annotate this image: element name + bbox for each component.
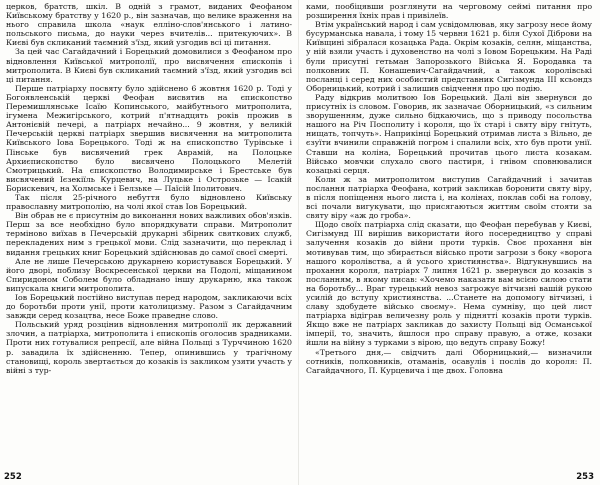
left-page: [6, 2, 292, 472]
left-paragraph-8: Польський уряд розцінив відновлення митрополії як державний злочин, а патріарха, митрополита і єпископів оголосив зрадниками. Проти них готувалися репресії, але війна Польщі з Турччиною 1620 р. завадила їх здійсненню. Тепер, опинившись у трагічному становищі, король звертається до козаків із закликом узяти участь у війні з тур-: [6, 320, 292, 375]
right-paragraph-5: Щодо своїх патріарха слід сказати, що Феофан перебував у Києві, Сигізмунд ІІІ вирішив використати його посередництво у справі залучення козаків до війни проти турків. Своє прохання він мотивував тим, що збирається військо проти загрози з боку «ворога нашого королівства, а й усього християнства». Відгукнувшись на прохання короля, патріарх 7 липня 1621 р. звернувся до козаків з посланням, в якому писав: «Хочемо наказати вам всією силою стати на боротьбу... Враг турецький невоз загрожує вітчизні вашій рукою усилій до вступу християнства. ...Станете на допомогу вітчизні, і славу здобудете військо своєму». Нема сумніву, що цей лист патріарха відіграв величезну роль у піднятті козаків проти турків. Якщо вже не патріарх закликав до захисту Польщі від Османської імперії, то, значить, йшлося про справу правую, а отже, козаки йшли на війну з турками з вірою, що ведуть справу Божу!: [306, 220, 592, 348]
right-paragraph-6: «Третього дня,— свідчить далі Оборницький,— визначили сотників, полковників, отаманів, осавулів і послів до короля: П. Сагайдачного, П. Курцевича і ще двох. Головна: [306, 347, 592, 375]
right-paragraph-4: Коли ж за митрополитом виступив Сагайдачний і зачитав послання патріарха Феофана, котрий закликав боронити святу віру, в після попіщення нього листа і, на колінах, поклав собі на голову, всі почали вигукувати, що присягаються життям своїм стояти за святу віру «аж до гроба».: [306, 174, 592, 221]
right-page-number: 253: [576, 472, 594, 482]
left-paragraph-2: За цей час Сагайдачний і Борецький домовилися з Феофаном про відновлення Київської митрополії, про висвячення єпископів і митрополита. В Києві був скликаний таємний з'їзд, який узгодив всі ці питання.: [6, 47, 292, 84]
left-paragraph-1: церков, братств, шкіл. В одній з грамот, виданих Феофаном Київському братству у 1620 р., він зазначав, що велике враження на нього справила школа «наук елліно-слов'янського і латино-польського письма, до науки через вчителів... притекуючих». В Києві був скликаний таємний з'їзд, який узгодив всі ці питання.: [6, 2, 292, 48]
left-paragraph-3: Перше патріарху посвяту було здійснено 6 жовтня 1620 р. Тоді у Богоявленській церкві Феофан висвятив на єпископство Перемишлянське Ісаїю Копинського, майбутнього митрополита, ігумена Межигірського, котрий п'ятнадцять років прожив в Антонієвій печері, а патріарх нечайно... 9 жовтня, у великій Печерській церкві патріарх звершив висвячення на митрополита Київського Іова Борецького. Тоді ж на єпископство Турівське і Пінське був висвячений грек Аврамій, на Полоцьке Архиєпископство було висвячено Полоцького Мелетій Смотрицький. На єпископство Володимирське і Брестське був висвячений Ієзекіїль Курцевич, на Луцьке і Острозьке — Ісакій Борискевич, на Холмське і Белзьке — Паїсій Іполитович.: [6, 83, 292, 193]
right-paragraph-1: ками, пообіцявши розглянути на черговому сеймі питання про розширення їхніх прав і привілеїв.: [306, 2, 592, 21]
right-page: [306, 2, 592, 472]
right-paragraph-3: Раду відкрив молитвою Іов Борецький. Далі він звернувся до присутніх із словом. Говорив, як зазначає Оборницький, «з сильним зворушенням, дуже сильно бідкаючись, що з приводу посольства нашого на Річ Посполиту і короля, що їх старі і святу віру гнітуть, нищать, топчуть». Наприкінці Борецький отримав листа з Вільно, де єзуїти вчинили справжній погром і спалили всіх, хто був проти унії. Ставши на коліна, Борецький прочитав цього листа козакам. Військо мовчки слухало свого пастиря, і гнівом сповнювалися козацькі серця.: [306, 92, 592, 175]
right-paragraph-2: Втім український народ і сам усвідомлював, яку загрозу несе йому бусурманська навала, і тому 15 червня 1621 р. біля Сухої Діброви на Київщині зібралася козацька Рада. Окрім козаків, селян, міщанства, у ній взяли участь і духовенство на чолі з Іовом Борецьким. На Раді були присутні гетьман Запорозького Війська Я. Бородавка та полковник П. Конашевич-Сагайдачний, а також королівські посланці і серед них особистий представник Сигізмунда ІІІ ксьондз Оборницький, котрий і залишив свідчення про цю подію.: [306, 20, 592, 93]
left-paragraph-7: Іов Борецький постійно виступав перед народом, закликаючи всіх до боротьби проти унії, проти католицизму. Разом з Сагайдачним завжди серед козацтва, несе Боже праведне слово.: [6, 293, 292, 321]
left-page-number: 252: [4, 472, 22, 482]
left-paragraph-5: Він обрав не є присутнім до виконання нових важливих обов'язків. Перш за все необхідно було впорядкувати справи. Митрополит терміново виїхав в Печерській друкарні збірник святкових служб, перекладених ним з грецької мови. Слід зазначити, що переклад і видання грецьких книг Борецький здійснював до самої своєї смерті.: [6, 211, 292, 257]
left-paragraph-6: Але не лише Печерською друкарнею користувався Борецький. У його дворі, поблизу Воскресенської церкви на Подолі, міщанином Спиридоном Соболем було обладнано іншу друкарню, яка також випускала книги митрополита.: [6, 256, 292, 293]
page-gutter: [298, 0, 299, 485]
left-paragraph-4: Так після 25-річного небуття було відновлено Київську православну митрополію, на чолі якої став Іов Борецький.: [6, 192, 292, 212]
